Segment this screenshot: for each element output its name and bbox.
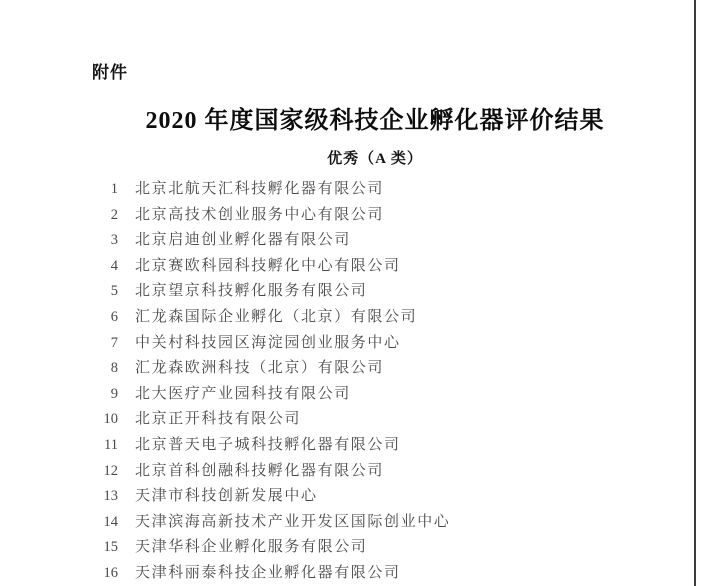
list-item-name: 天津科丽泰科技企业孵化器有限公司 bbox=[135, 564, 401, 581]
list-item bbox=[0, 356, 702, 382]
list-item-number: 5 bbox=[110, 283, 118, 300]
list-item-number: 3 bbox=[110, 232, 118, 249]
list-item-name: 北京赛欧科园科技孵化中心有限公司 bbox=[135, 257, 401, 274]
list-item-name: 北京高技术创业服务中心有限公司 bbox=[135, 206, 385, 223]
list-item-name: 北京启迪创业孵化器有限公司 bbox=[135, 232, 351, 249]
list-item-number: 9 bbox=[110, 385, 118, 402]
list-item bbox=[0, 228, 702, 254]
list-item bbox=[0, 561, 702, 586]
incubator-list bbox=[0, 177, 702, 586]
list-item-name: 北京首科创融科技孵化器有限公司 bbox=[135, 462, 385, 479]
list-item bbox=[0, 510, 702, 536]
list-item-number: 13 bbox=[103, 488, 118, 505]
section-title: 优秀（A 类） bbox=[327, 151, 423, 167]
list-item bbox=[0, 331, 702, 357]
list-item bbox=[0, 535, 702, 561]
page-title: 2020 年度国家级科技企业孵化器评价结果 bbox=[145, 108, 605, 134]
list-item-name: 北京正开科技有限公司 bbox=[135, 411, 302, 428]
list-item-name: 北大医疗产业园科技有限公司 bbox=[135, 385, 351, 402]
list-item-number: 4 bbox=[110, 257, 118, 274]
list-item-number: 15 bbox=[103, 539, 118, 556]
list-item-number: 1 bbox=[110, 181, 118, 197]
list-item-number: 10 bbox=[103, 411, 118, 428]
list-item bbox=[0, 484, 702, 510]
list-item bbox=[0, 177, 702, 203]
list-item-name: 北京北航天汇科技孵化器有限公司 bbox=[135, 181, 385, 197]
list-item-name: 天津华科企业孵化服务有限公司 bbox=[135, 539, 368, 556]
list-item-number: 2 bbox=[110, 206, 118, 223]
list-item bbox=[0, 203, 702, 229]
list-item bbox=[0, 305, 702, 331]
list-item-name: 汇龙森国际企业孵化（北京）有限公司 bbox=[135, 308, 418, 325]
attachment-label: 附件 bbox=[92, 63, 128, 82]
list-item-number: 7 bbox=[110, 334, 118, 351]
list-item-name: 汇龙森欧洲科技（北京）有限公司 bbox=[135, 360, 385, 377]
list-item bbox=[0, 382, 702, 408]
list-item bbox=[0, 407, 702, 433]
list-item bbox=[0, 254, 702, 280]
list-item-name: 中关村科技园区海淀园创业服务中心 bbox=[135, 334, 401, 351]
list-item-number: 14 bbox=[103, 513, 118, 530]
list-item-name: 天津滨海高新技术产业开发区国际创业中心 bbox=[135, 513, 451, 530]
list-item bbox=[0, 459, 702, 485]
list-item-number: 11 bbox=[104, 436, 118, 453]
list-item-number: 16 bbox=[103, 564, 118, 581]
list-item-number: 6 bbox=[110, 308, 118, 325]
list-item-name: 北京望京科技孵化服务有限公司 bbox=[135, 283, 368, 300]
list-item-number: 12 bbox=[103, 462, 118, 479]
list-item-number: 8 bbox=[110, 360, 118, 377]
list-item-name: 北京普天电子城科技孵化器有限公司 bbox=[135, 436, 401, 453]
list-item bbox=[0, 433, 702, 459]
list-item bbox=[0, 279, 702, 305]
list-item-name: 天津市科技创新发展中心 bbox=[135, 488, 318, 505]
